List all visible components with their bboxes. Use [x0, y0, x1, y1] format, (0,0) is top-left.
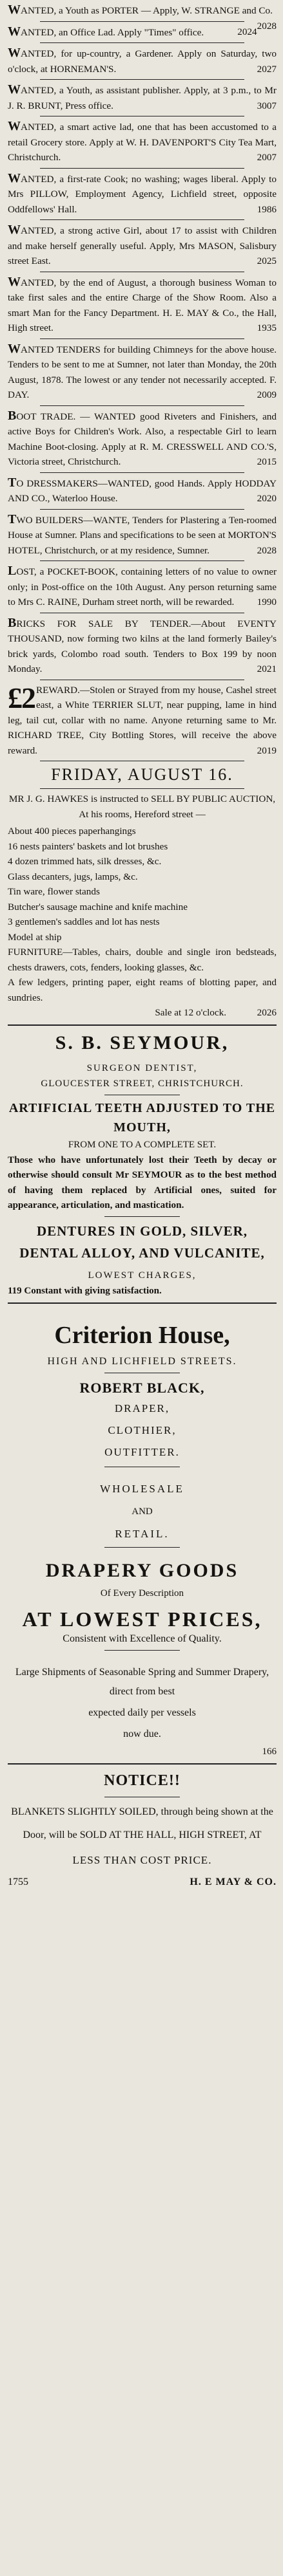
- divider: [104, 1650, 180, 1651]
- seymour-charges: LOWEST CHARGES,: [88, 1270, 197, 1281]
- classified-ad: [8, 24, 277, 41]
- divider: [40, 79, 244, 80]
- ad-text: OOT TRADE. — WANTED good Riveters and Finishers, and active Boys for Children's Work. Also, a respectable Girl to learn Machine Boot-closing. Apply at R. M. CRESSWELL AND CO.'S, Victoria street, Christchurch.: [8, 411, 277, 467]
- criterion-ad: [8, 1308, 277, 1759]
- classified-ad: [8, 119, 277, 165]
- classified-ad: [8, 275, 277, 336]
- ad-initial: W: [8, 341, 21, 356]
- ad-number: 2009: [257, 389, 277, 400]
- ad-initial: T: [8, 512, 17, 526]
- ad-number: 2028: [257, 20, 277, 32]
- ad-text: ANTED, a Youth, as assistant publisher. Apply, at 3 p.m., to Mr J. R. BRUNT, Press office.: [8, 85, 277, 111]
- ad-initial: W: [8, 82, 21, 97]
- classified-ad: [8, 476, 277, 506]
- criterion-number: 166: [262, 1746, 277, 1757]
- divider: [8, 1024, 277, 1026]
- classified-ad: [8, 564, 277, 610]
- criterion-consistent: Consistent with Excellence of Quality.: [63, 1633, 222, 1644]
- ad-number: 1935: [257, 322, 277, 333]
- classified-ad: [8, 512, 277, 559]
- auction-item: FURNITURE—Tables, chairs, double and single iron bedsteads, chests drawers, cots, fenders, looking glasses, &c.: [8, 947, 277, 973]
- ad-initial: W: [8, 3, 21, 17]
- notice-less: LESS THAN COST PRICE.: [72, 1853, 212, 1866]
- ad-text: ANTED, by the end of August, a thorough business Woman to take first sales and the entire Charge of the Show Room. Also a smart Man for the Fancy Department. H. E. MAY & Co., the Hall, High street.: [8, 277, 277, 333]
- auction-item: About 400 pieces paperhangings: [8, 826, 136, 837]
- criterion-trade: DRAPER,: [114, 1402, 170, 1414]
- reward-number: 2019: [257, 745, 277, 756]
- ad-number: 2020: [257, 493, 277, 504]
- criterion-streets: HIGH AND LICHFIELD STREETS.: [47, 1355, 237, 1367]
- reward-ad: [8, 683, 277, 759]
- classified-ad: [8, 616, 277, 677]
- seymour-body: Those who have unfortunately lost their Teeth by decay or otherwise should consult Mr SEYMOUR as to the best method of having them replaced by Artificial ones, suited for appearance, articulation, and mastication.: [8, 1154, 277, 1210]
- divider: [40, 509, 244, 510]
- divider: [40, 338, 244, 339]
- classified-ad: [8, 46, 277, 77]
- ad-text: ANTED, for up-country, a Gardener. Apply on Saturday, two o'clock, at HORNEMAN'S.: [8, 48, 277, 75]
- ad-text: RICKS FOR SALE BY TENDER.—About EVENTY THOUSAND, now forming two kilns at the land formerly Bailey's brick yards, Colombo road south. Tenders to Box 199 by noon Monday.: [8, 618, 277, 674]
- criterion-retail: RETAIL.: [115, 1527, 170, 1540]
- criterion-drapery: DRAPERY GOODS: [45, 1559, 239, 1581]
- criterion-lowest: AT LOWEST PRICES,: [22, 1607, 262, 1631]
- auction-item: 16 nests painters' baskets and lot brushes: [8, 840, 168, 852]
- ad-number: 3007: [257, 100, 277, 111]
- ad-initial: L: [8, 564, 17, 578]
- auction-item: Butcher's sausage machine and knife machine: [8, 901, 188, 913]
- seymour-sub: FROM ONE TO A COMPLETE SET.: [68, 1139, 217, 1150]
- ad-text: ANTED, a Youth as PORTER — Apply, W. STRANGE and Co.: [21, 5, 273, 16]
- seymour-ad: [8, 1032, 277, 1299]
- ad-initial: W: [8, 274, 21, 289]
- criterion-trade: OUTFITTER.: [104, 1445, 180, 1458]
- classified-ad: [8, 342, 277, 403]
- classified-ads-list: [8, 3, 277, 680]
- notice-firm: H. E MAY & CO.: [190, 1876, 277, 1887]
- ad-initial: W: [8, 46, 21, 60]
- notice-ad: [8, 1771, 277, 1887]
- ad-text: OST, a POCKET-BOOK, containing letters of no value to owner only; in Post-office on the 10th August. Any person returning same to Mrs C. RAINE, Durham street north, will be rewarded.: [8, 566, 277, 607]
- criterion-now-due: now due.: [123, 1728, 161, 1739]
- reward-text: REWARD.—Stolen or Strayed from my house, Cashel street east, a White TERRIER SLUT, near pupping, lame in hind leg, tail cut, collar with no name. Anyone returning same to Mr. RICHARD TREE, City Bottling Stores, will receive the above reward.: [8, 684, 277, 756]
- auction-date: FRIDAY, AUGUST 16.: [51, 765, 233, 784]
- criterion-and: AND: [132, 1506, 153, 1517]
- auction-number: 2026: [257, 1007, 277, 1018]
- auction-item: 4 dozen trimmed hats, silk dresses, &c.: [8, 856, 162, 867]
- criterion-every: Of Every Description: [100, 1588, 184, 1598]
- ad-number: 2021: [257, 663, 277, 674]
- divider: [8, 1763, 277, 1765]
- criterion-trade: CLOTHIER,: [108, 1423, 177, 1436]
- criterion-trades: [8, 1398, 277, 1463]
- auction-intro: MR J. G. HAWKES is instructed to SELL BY PUBLIC AUCTION, At his rooms, Hereford street —: [8, 793, 276, 820]
- ad-number: 2007: [257, 152, 277, 163]
- divider: [104, 1547, 180, 1548]
- ad-initial: W: [8, 223, 21, 237]
- auction-items: [8, 824, 277, 1005]
- ad-number: 2028: [257, 544, 277, 556]
- ad-initial: W: [8, 119, 21, 133]
- notice-number: 1755: [8, 1876, 28, 1887]
- ad-number: 2025: [257, 255, 277, 266]
- auction-item: A few ledgers, printing paper, eight reams of blotting paper, and sundries.: [8, 977, 277, 1003]
- divider: [40, 405, 244, 406]
- ad-text: WO BUILDERS—WANTE, Tenders for Plastering a Ten-roomed House at Sumner. Plans and specifications to be seen at MORTON'S HOTEL, Christchurch, or at my residence, Sumner.: [8, 514, 277, 556]
- ad-text: ANTED, a smart active lad, one that has been accustomed to a retail Grocery store. Apply at W. H. DAVENPORT'S City Tea Mart, Christchurch.: [8, 122, 277, 163]
- criterion-shipments: Large Shipments of Seasonable Spring and Summer Drapery, direct from best: [15, 1666, 269, 1697]
- seymour-footer: 119 Constant with giving satisfaction.: [8, 1285, 162, 1296]
- reward-amount: £2: [8, 681, 35, 714]
- ad-text: O DRESSMAKERS—WANTED, good Hands. Apply HODDAY AND CO., Waterloo House.: [8, 477, 277, 504]
- criterion-name: Criterion House,: [54, 1321, 230, 1349]
- divider: [40, 472, 244, 473]
- auction-ad: [8, 765, 277, 1021]
- seymour-dentures: DENTURES IN GOLD, SILVER, DENTAL ALLOY, AND VULCANITE,: [19, 1223, 265, 1261]
- ad-text: ANTED TENDERS for building Chimneys for the above house. Tenders to be sent to me at Sumner, not later than Monday, the 20th August, 1878. The lowest or any tender not necessarily accepted. F. DAY.: [8, 344, 277, 400]
- criterion-wholesale: WHOLESALE: [100, 1482, 184, 1495]
- ad-number: 1986: [257, 203, 277, 215]
- auction-sale-time: Sale at 12 o'clock.: [155, 1007, 227, 1018]
- divider: [8, 1302, 277, 1304]
- divider: [40, 788, 244, 789]
- divider: [40, 168, 244, 169]
- ad-number: 2027: [257, 63, 277, 75]
- ad-text: ANTED, an Office Lad. Apply "Times" office.: [21, 26, 204, 38]
- ad-number: 2015: [257, 456, 277, 467]
- auction-item: Model at ship: [8, 931, 62, 943]
- criterion-owner: ROBERT BLACK,: [79, 1379, 205, 1396]
- ad-number: 2024: [237, 26, 257, 37]
- notice-heading: NOTICE!!: [104, 1772, 181, 1789]
- ad-initial: B: [8, 408, 17, 423]
- ad-initial: B: [8, 615, 17, 630]
- notice-text: BLANKETS SLIGHTLY SOILED, through being shown at the Door, will be SOLD AT THE HALL, HIGH STREET, AT: [11, 1806, 273, 1840]
- seymour-heading: ARTIFICIAL TEETH ADJUSTED TO THE MOUTH,: [8, 1100, 276, 1135]
- classified-ad: [8, 223, 277, 269]
- auction-item: Tin ware, flower stands: [8, 886, 100, 897]
- divider: [40, 219, 244, 220]
- ad-initial: W: [8, 171, 21, 185]
- divider: [40, 42, 244, 43]
- divider: [104, 1216, 180, 1217]
- criterion-expected: expected daily per vessels: [88, 1707, 196, 1718]
- ad-number: 1990: [257, 597, 277, 607]
- auction-item: Glass decanters, jugs, lamps, &c.: [8, 871, 138, 882]
- ad-initial: W: [8, 24, 21, 39]
- ad-initial: T: [8, 475, 17, 490]
- divider: [40, 21, 244, 22]
- seymour-address: GLOUCESTER STREET, CHRISTCHURCH.: [41, 1078, 244, 1089]
- seymour-name: S. B. SEYMOUR,: [55, 1032, 229, 1053]
- ad-text: ANTED, a first-rate Cook; no washing; wages liberal. Apply to Mrs PILLOW, Employment Agency, Lichfield street, opposite Oddfellows' Hall.: [8, 173, 277, 215]
- ad-text: ANTED, a strong active Girl, about 17 to assist with Children and make herself generally useful. Apply, Mrs MASON, Salisbury street East.: [8, 225, 277, 266]
- classified-ad: [8, 171, 277, 218]
- classified-ad: [8, 409, 277, 470]
- classified-ad: [8, 82, 277, 113]
- auction-footer: [8, 1005, 277, 1021]
- auction-item: 3 gentlemen's saddles and lot has nests: [8, 916, 160, 927]
- seymour-title: SURGEON DENTIST,: [86, 1062, 198, 1073]
